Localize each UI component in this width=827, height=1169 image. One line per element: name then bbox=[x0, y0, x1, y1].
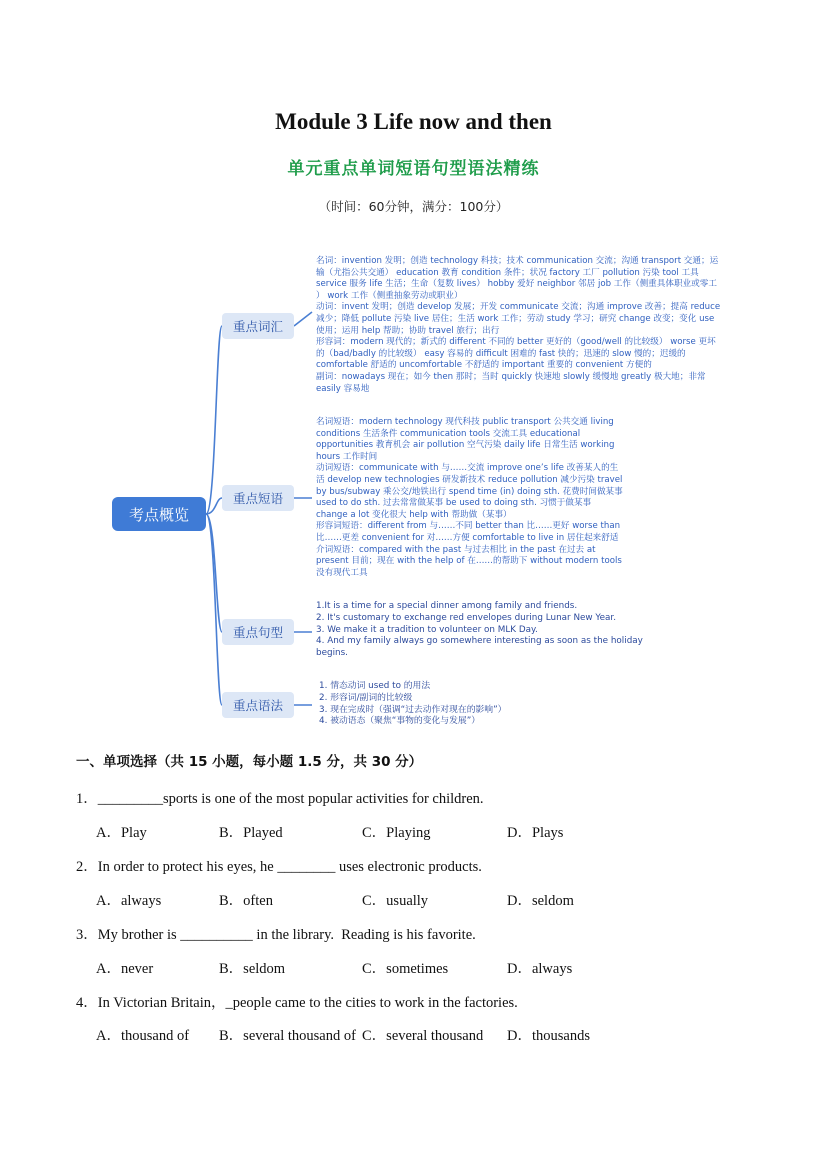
branch-key-phrases: 重点短语 bbox=[222, 485, 294, 511]
option-d[interactable]: D．seldom bbox=[507, 893, 574, 909]
option-a[interactable]: A．thousand of bbox=[96, 1028, 190, 1044]
time-info: （时间：60分钟，满分：100分） bbox=[318, 199, 509, 214]
option-c[interactable]: C．several thousand bbox=[362, 1028, 484, 1044]
mind-map-root: 考点概览 bbox=[112, 497, 206, 531]
option-b[interactable]: B．often bbox=[219, 893, 273, 909]
option-d[interactable]: D．Plays bbox=[507, 825, 564, 841]
question-stem: 3．My brother is __________ in the library. Reading is his favorite. bbox=[76, 927, 476, 943]
question-stem: 1．_________sports is one of the most popular activities for children. bbox=[76, 791, 484, 807]
option-b[interactable]: B．seldom bbox=[219, 961, 286, 977]
phrases-text: 名词短语：modern technology 现代科技 public transport 公共交通 living conditions 生活条件 communication tools 交流工具 educational opportunities 教育机会 air pollution 空气污染 daily life 日常生活 working hours 工作时间 动词短语：communicate with 与……交流 improve one’s life 改善某人的生 活 develop new technologies 研发新技术 reduce pollution 减少污染 travel by bus/subway 乘公交/地铁出行 spend time (in) doing sth. 花费时间做某事 used to do sth. 过去常常做某事 be used to doing sth. 习惯于做某事 change a lot 变化很大 help with 帮助做（某事） 形容词短语：different from 与……不同 better than 比……更好 worse than 比……更差 convenient for 对……方便 comfortable to live in 居住起来舒适 介词短语：compared with the past 与过去相比 in the past 在过去 at present 目前；现在 with the help of 在……的帮助下 without modern tools 没有现代工具 bbox=[316, 417, 623, 578]
question-stem: 2．In order to protect his eyes, he ________ uses electronic products. bbox=[76, 859, 482, 875]
option-c[interactable]: C．sometimes bbox=[362, 961, 449, 977]
sentences-text: 1.It is a time for a special dinner among family and friends. 2. It's customary to exchange red envelopes during Lunar New Year. 3. We make it a tradition to volunteer on MLK Day. 4. And my family always go somewhere interesting as soon as the holiday begins. bbox=[316, 601, 643, 659]
option-a[interactable]: A．Play bbox=[96, 825, 147, 841]
grammar-text: 1. 情态动词 used to 的用法 2. 形容词/副词的比较级 3. 现在完成时（强调“过去动作对现在的影响”） 4. 被动语态（聚焦“事物的变化与发展”） bbox=[319, 681, 507, 727]
document-title: Module 3 Life now and then bbox=[275, 109, 552, 134]
option-c[interactable]: C．Playing bbox=[362, 825, 431, 841]
option-d[interactable]: D．thousands bbox=[507, 1028, 590, 1044]
branch-key-sentences: 重点句型 bbox=[222, 619, 294, 645]
option-b[interactable]: B．Played bbox=[219, 825, 283, 841]
vocabulary-text: 名词：invention 发明；创造 technology 科技；技术 communication 交流；沟通 transport 交通；运 输（尤指公共交通） education 教育 condition 条件；状况 factory 工厂 pollution 污染 tool 工具 service 服务 life 生活；生命（复数 lives） hobby 爱好 neighbor 邻居 job 工作（侧重具体职业或零工 ） work 工作（侧重抽象劳动或职业） 动词：invent 发明；创造 develop 发展；开发 communicate 交流；沟通 improve 改善；提高 reduce 减少；降低 pollute 污染 live 居住；生活 work 工作；劳动 study 学习；研究 change 改变；变化 use 使用；运用 help 帮助；协助 travel 旅行；出行 形容词：modern 现代的；新式的 different 不同的 better 更好的（good/well 的比较级） worse 更坏 的（bad/badly 的比较级） easy 容易的 difficult 困难的 fast 快的；迅速的 slow 慢的；迟缓的 comfortable 舒适的 uncomfortable 不舒适的 important 重要的 convenient 方便的 副词：nowadays 现在；如今 then 那时；当时 quickly 快速地 slowly 缓慢地 greatly 极大地；非常 easily 容易地 bbox=[316, 256, 721, 394]
document-subtitle: 单元重点单词短语句型语法精练 bbox=[287, 159, 540, 179]
section-heading: 一、单项选择（共 15 小题，每小题 1.5 分，共 30 分） bbox=[76, 754, 423, 770]
branch-key-vocabulary: 重点词汇 bbox=[222, 313, 294, 339]
option-c[interactable]: C．usually bbox=[362, 893, 429, 909]
mind-map bbox=[100, 240, 760, 735]
question-stem: 4．In Victorian Britain，_people came to the cities to work in the factories. bbox=[76, 995, 518, 1011]
option-a[interactable]: A．never bbox=[96, 961, 154, 977]
option-d[interactable]: D．always bbox=[507, 961, 573, 977]
branch-key-grammar: 重点语法 bbox=[222, 692, 294, 718]
option-b[interactable]: B．several thousand of bbox=[219, 1028, 356, 1044]
option-a[interactable]: A．always bbox=[96, 893, 162, 909]
